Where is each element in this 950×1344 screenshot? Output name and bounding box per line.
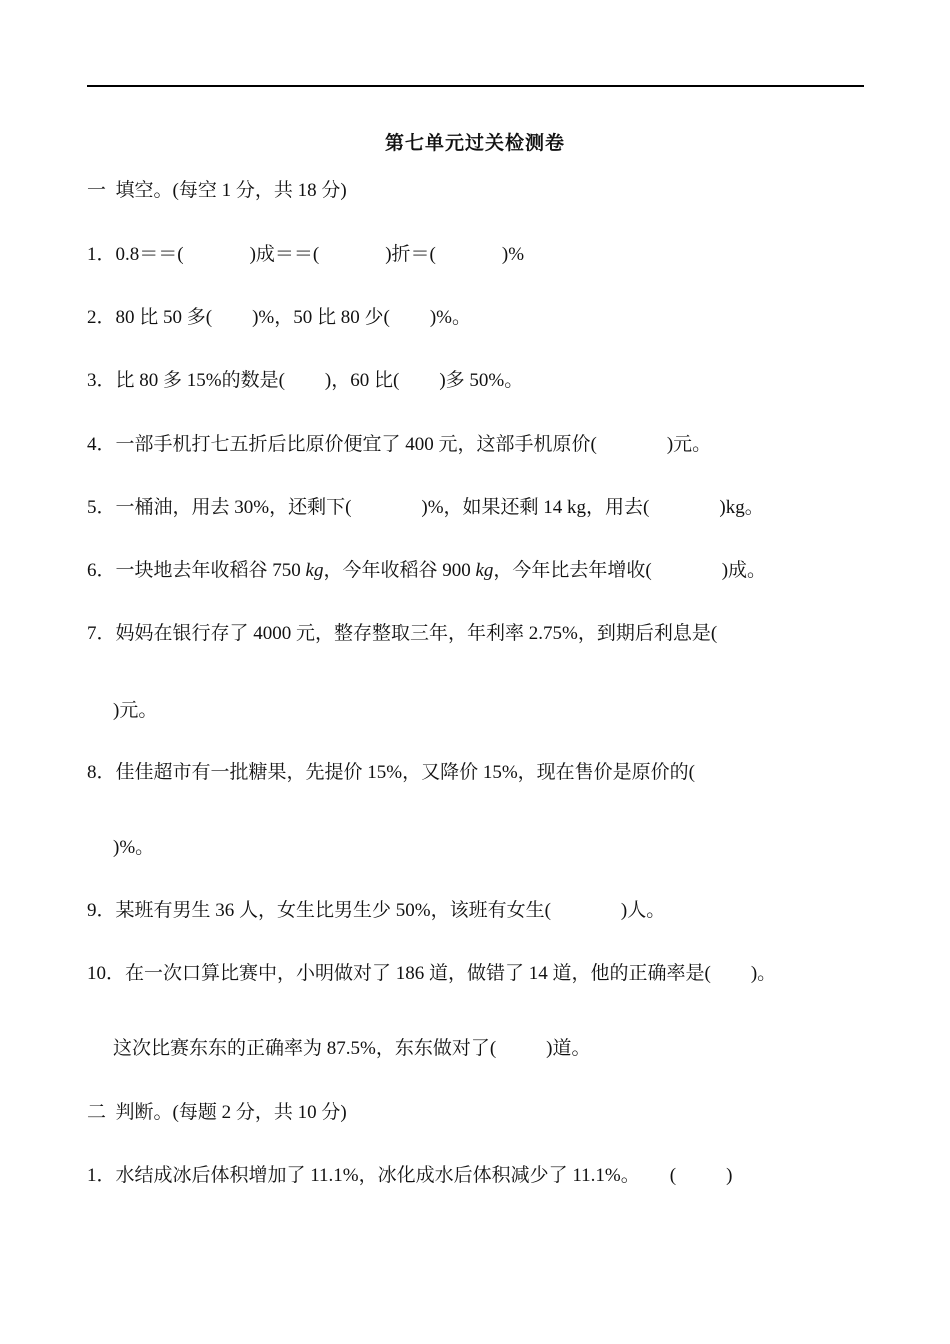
- section2-heading: 二 判断。(每题 2 分，共 10 分): [87, 1102, 347, 1123]
- q-text: )多 50%。: [439, 370, 524, 391]
- question-1-7-cont: )元。: [113, 700, 158, 721]
- q-text: 1．0.8＝＝(: [87, 244, 184, 265]
- question-1-10: [87, 961, 776, 987]
- q-text: )%: [501, 244, 525, 265]
- section1-heading: 一 填空。(每空 1 分，共 18 分): [87, 180, 347, 201]
- top-rule: [87, 85, 864, 87]
- q-text: 9．某班有男生 36 人，女生比男生少 50%，该班有女生(: [87, 900, 551, 921]
- q-text: )%，如果还剩 14 kg，用去(: [421, 497, 650, 518]
- q-text: 6．一块地去年收稻谷 750: [87, 560, 306, 581]
- q-text: )。: [750, 963, 777, 984]
- question-1-2: [87, 305, 471, 331]
- question-2-1: [87, 1163, 732, 1189]
- question-1-8-cont: )%。: [113, 837, 155, 858]
- q-text: 3．比 80 多 15%的数是(: [87, 370, 285, 391]
- question-1-4: [87, 432, 711, 458]
- question-1-3: [87, 368, 523, 394]
- unit-kg: kg: [475, 560, 494, 581]
- q-text: )人。: [620, 900, 666, 921]
- q-text: )成＝＝(: [249, 244, 320, 265]
- q-text: )kg。: [719, 497, 764, 518]
- question-1-9: [87, 898, 665, 924]
- question-1-7: 7．妈妈在银行存了 4000 元，整存整取三年，年利率 2.75%，到期后利息是(: [87, 623, 718, 644]
- q-text: )折＝(: [385, 244, 436, 265]
- q-text: 4．一部手机打七五折后比原价便宜了 400 元，这部手机原价(: [87, 434, 597, 455]
- judge-paren: (: [669, 1165, 677, 1186]
- question-1-1: [87, 242, 524, 268]
- question-1-8: 8．佳佳超市有一批糖果，先提价 15%，又降价 15%，现在售价是原价的(: [87, 762, 695, 783]
- q-text: 这次比赛东东的正确率为 87.5%，东东做对了(: [113, 1038, 497, 1059]
- question-1-6: [87, 558, 766, 584]
- page-title: 第七单元过关检测卷: [384, 132, 565, 154]
- q-text: )%。: [429, 307, 471, 328]
- q-text: )成。: [721, 560, 767, 581]
- q-text: ，今年比去年增收(: [493, 560, 652, 581]
- q-text: 2．80 比 50 多(: [87, 307, 213, 328]
- q-text: 10．在一次口算比赛中，小明做对了 186 道，做错了 14 道，他的正确率是(: [87, 963, 711, 984]
- q-text: )，60 比(: [324, 370, 400, 391]
- q-text: ，今年收稻谷 900: [323, 560, 476, 581]
- q-text: )%，50 比 80 少(: [252, 307, 390, 328]
- unit-kg: kg: [305, 560, 324, 581]
- q-text: )元。: [666, 434, 712, 455]
- judge-paren: ): [726, 1165, 733, 1186]
- question-1-10-cont: [113, 1036, 590, 1062]
- question-1-5: [87, 495, 764, 521]
- q-text: )道。: [546, 1038, 591, 1059]
- q-text: 5．一桶油，用去 30%，还剩下(: [87, 497, 352, 518]
- q-text: 1．水结成冰后体积增加了 11.1%，冰化成水后体积减少了 11.1%。: [87, 1165, 640, 1186]
